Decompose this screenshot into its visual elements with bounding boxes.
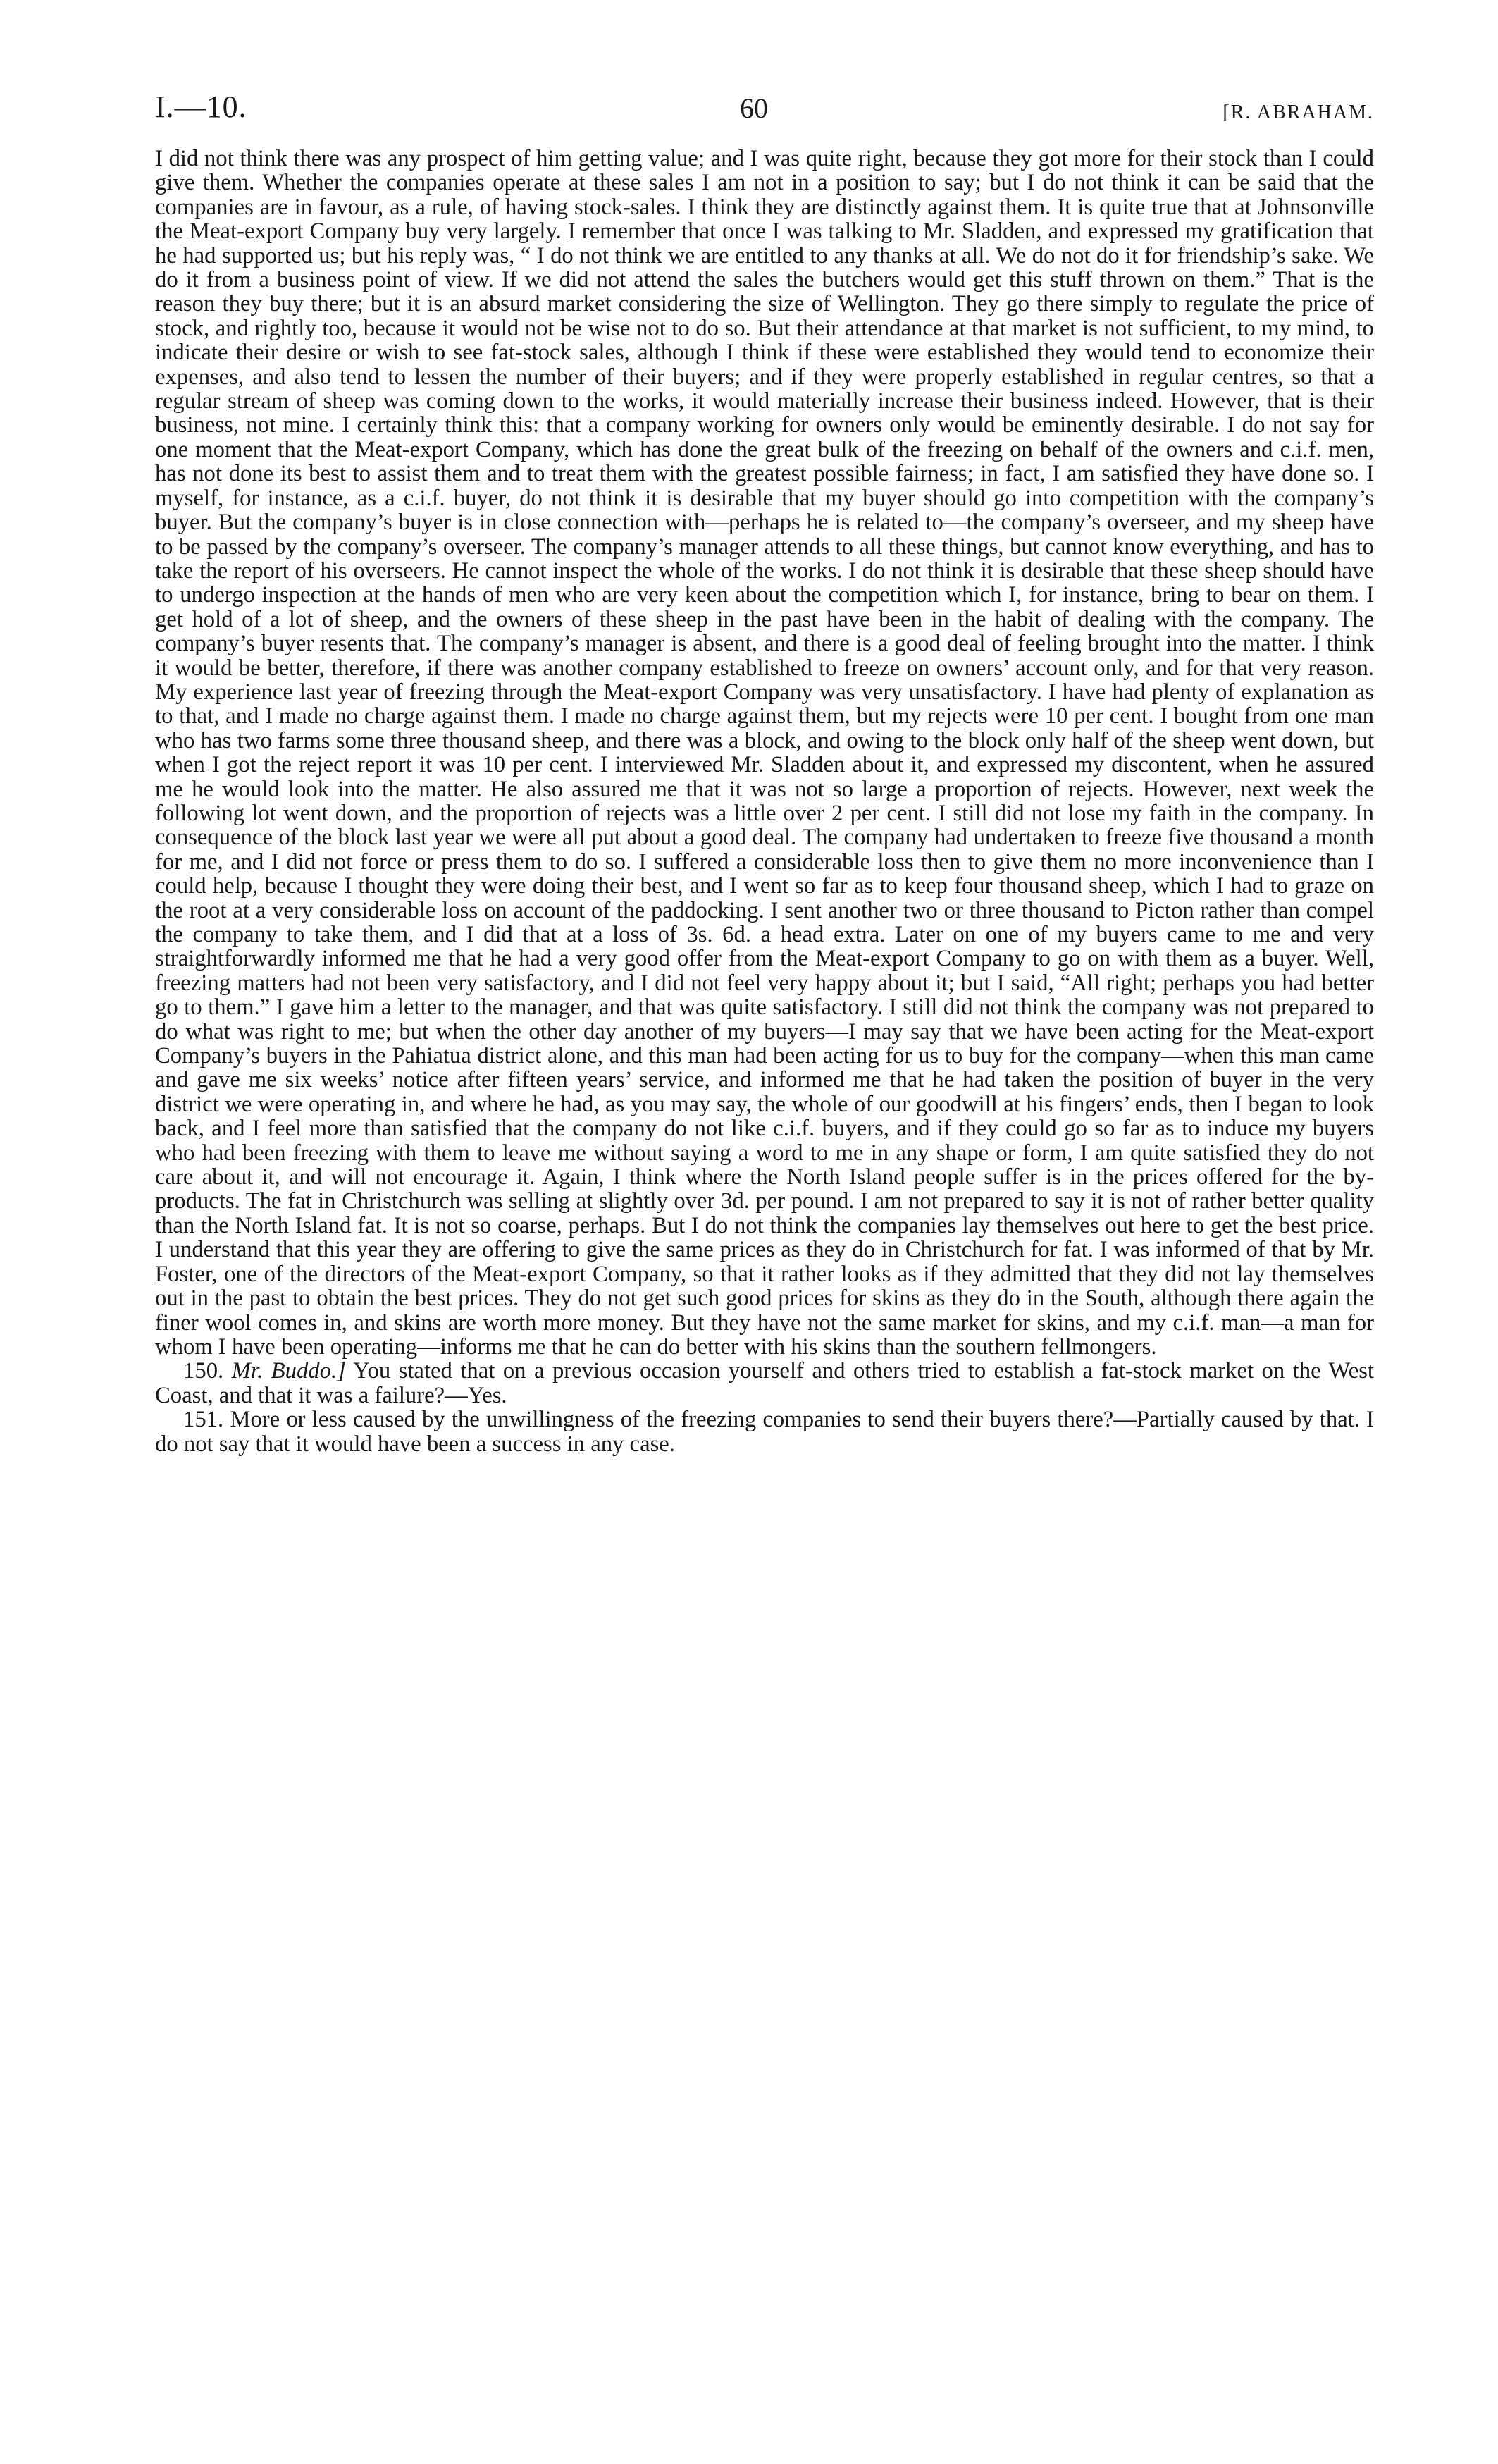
paper-reference: I.—10.	[155, 90, 247, 124]
document-body	[134, 147, 1374, 1456]
page-header	[134, 83, 1374, 147]
question-asker: Mr. Buddo.]	[231, 1358, 346, 1384]
question-text: More or less caused by the unwillingness of the freezing companies to send their buyers there?—Partially caused by that. I do not say that it would have been a success in any case.	[155, 1407, 1374, 1457]
document-page	[134, 83, 1374, 1456]
question-number: 150.	[183, 1358, 224, 1384]
question-150	[155, 1359, 1374, 1407]
page-number: 60	[740, 92, 768, 124]
question-151	[155, 1407, 1374, 1456]
witness-name: [R. ABRAHAM.	[1222, 101, 1374, 123]
question-number: 151.	[183, 1407, 224, 1433]
main-paragraph: I did not think there was any prospect of him getting value; and I was quite right, because they got more for their stock than I could give them. Whether the companies operate at these sales I am not in a position to say; but I do not think it can be said that the companies are in favour, as a rule, of having stock-sales. I think they are distinctly against them. It is quite true that at Johnsonville the Meat-export Company buy very largely. I remember that once I was talking to Mr. Sladden, and expressed my gratification that he had supported us; but his reply was, “ I do not think we are entitled to any thanks at all. We do not do it for friendship’s sake. We do it from a business point of view. If we did not attend the sales the butchers would get this stuff thrown on them.” That is the reason they buy there; but it is an absurd market considering the size of Wellington. They go there simply to regulate the price of stock, and rightly too, because it would not be wise not to do so. But their attendance at that market is not sufficient, to my mind, to indicate their desire or wish to see fat-stock sales, although I think if these were established they would tend to economize their expenses, and also tend to lessen the number of their buyers; and if they were properly established in regular centres, so that a regular stream of sheep was coming down to the works, it would materially increase their business indeed. However, that is their business, not mine. I certainly think this: that a company working for owners only would be eminently desirable. I do not say for one moment that the Meat-export Company, which has done the great bulk of the freezing on behalf of the owners and c.i.f. men, has not done its best to assist them and to treat them with the greatest possible fairness; in fact, I am satisfied they have done so. I myself, for instance, as a c.i.f. buyer, do not think it is desirable that my buyer should go into competition with the company’s buyer. But the company’s buyer is in close connection with—perhaps he is related to—the company’s overseer, and my sheep have to be passed by the company’s overseer. The company’s manager attends to all these things, but cannot know everything, and has to take the report of his overseers. He cannot inspect the whole of the works. I do not think it is desirable that these sheep should have to undergo inspection at the hands of men who are very keen about the competition which I, for instance, bring to bear on them. I get hold of a lot of sheep, and the owners of these sheep in the past have been in the habit of dealing with the company. The company’s buyer resents that. The company’s manager is absent, and there is a good deal of feeling brought into the matter. I think it would be better, therefore, if there was another company established to freeze on owners’ account only, and for that very reason. My experience last year of freezing through the Meat-export Company was very unsatisfactory. I have had plenty of explanation as to that, and I made no charge against them. I made no charge against them, but my rejects were 10 per cent. I bought from one man who has two farms some three thousand sheep, and there was a block, and owing to the block only half of the sheep went down, but when I got the reject report it was 10 per cent. I interviewed Mr. Sladden about it, and expressed my discontent, when he assured me he would look into the matter. He also assured me that it was not so large a proportion of rejects. However, next week the following lot went down, and the proportion of rejects was a little over 2 per cent. I still did not lose my faith in the company. In consequence of the block last year we were all put about a good deal. The company had undertaken to freeze five thousand a month for me, and I did not force or press them to do so. I suffered a considerable loss then to give them no more inconvenience than I could help, because I thought they were doing their best, and I went so far as to keep four thousand sheep, which I had to graze on the root at a very considerable loss on account of the paddocking. I sent another two or three thousand to Picton rather than compel the company to take them, and I did that at a loss of 3s. 6d. a head extra. Later on one of my buyers came to me and very straightforwardly informed me that he had a very good offer from the Meat-export Company to go on with them as a buyer. Well, freezing matters had not been very satisfactory, and I did not feel very happy about it; but I said, “All right; perhaps you had better go to them.” I gave him a letter to the manager, and that was quite satisfactory. I still did not think the company was not prepared to do what was right to me; but when the other day another of my buyers—I may say that we have been acting for the Meat-export Company’s buyers in the Pahiatua district alone, and this man had been acting for us to buy for the company—when this man came and gave me six weeks’ notice after fifteen years’ service, and informed me that he had taken the position of buyer in the very district we were operating in, and where he had, as you may say, the whole of our goodwill at his fingers’ ends, then I began to look back, and I feel more than satisfied that the company do not like c.i.f. buyers, and if they could go so far as to induce my buyers who had been freezing with them to leave me without saying a word to me in any shape or form, I am quite satisfied they do not care about it, and will not encourage it. Again, I think where the North Island people suffer is in the prices offered for the by-products. The fat in Christchurch was selling at slightly over 3d. per pound. I am not prepared to say it is not of rather better quality than the North Island fat. It is not so coarse, perhaps. But I do not think the companies lay themselves out here to get the best price. I understand that this year they are offering to give the same prices as they do in Christchurch for fat. I was informed of that by Mr. Foster, one of the directors of the Meat-export Company, so that it rather looks as if they admitted that they did not lay themselves out in the past to obtain the best prices. They do not get such good prices for skins as they do in the South, although there again the finer wool comes in, and skins are worth more money. But they have not the same market for skins, and my c.i.f. man—a man for whom I have been operating—informs me that he can do better with his skins than the southern fellmongers.	[155, 146, 1374, 1360]
question-text: You stated that on a previous occasion yourself and others tried to establish a fat-stock market on the West Coast, and that it was a failure?—Yes.	[155, 1358, 1375, 1408]
